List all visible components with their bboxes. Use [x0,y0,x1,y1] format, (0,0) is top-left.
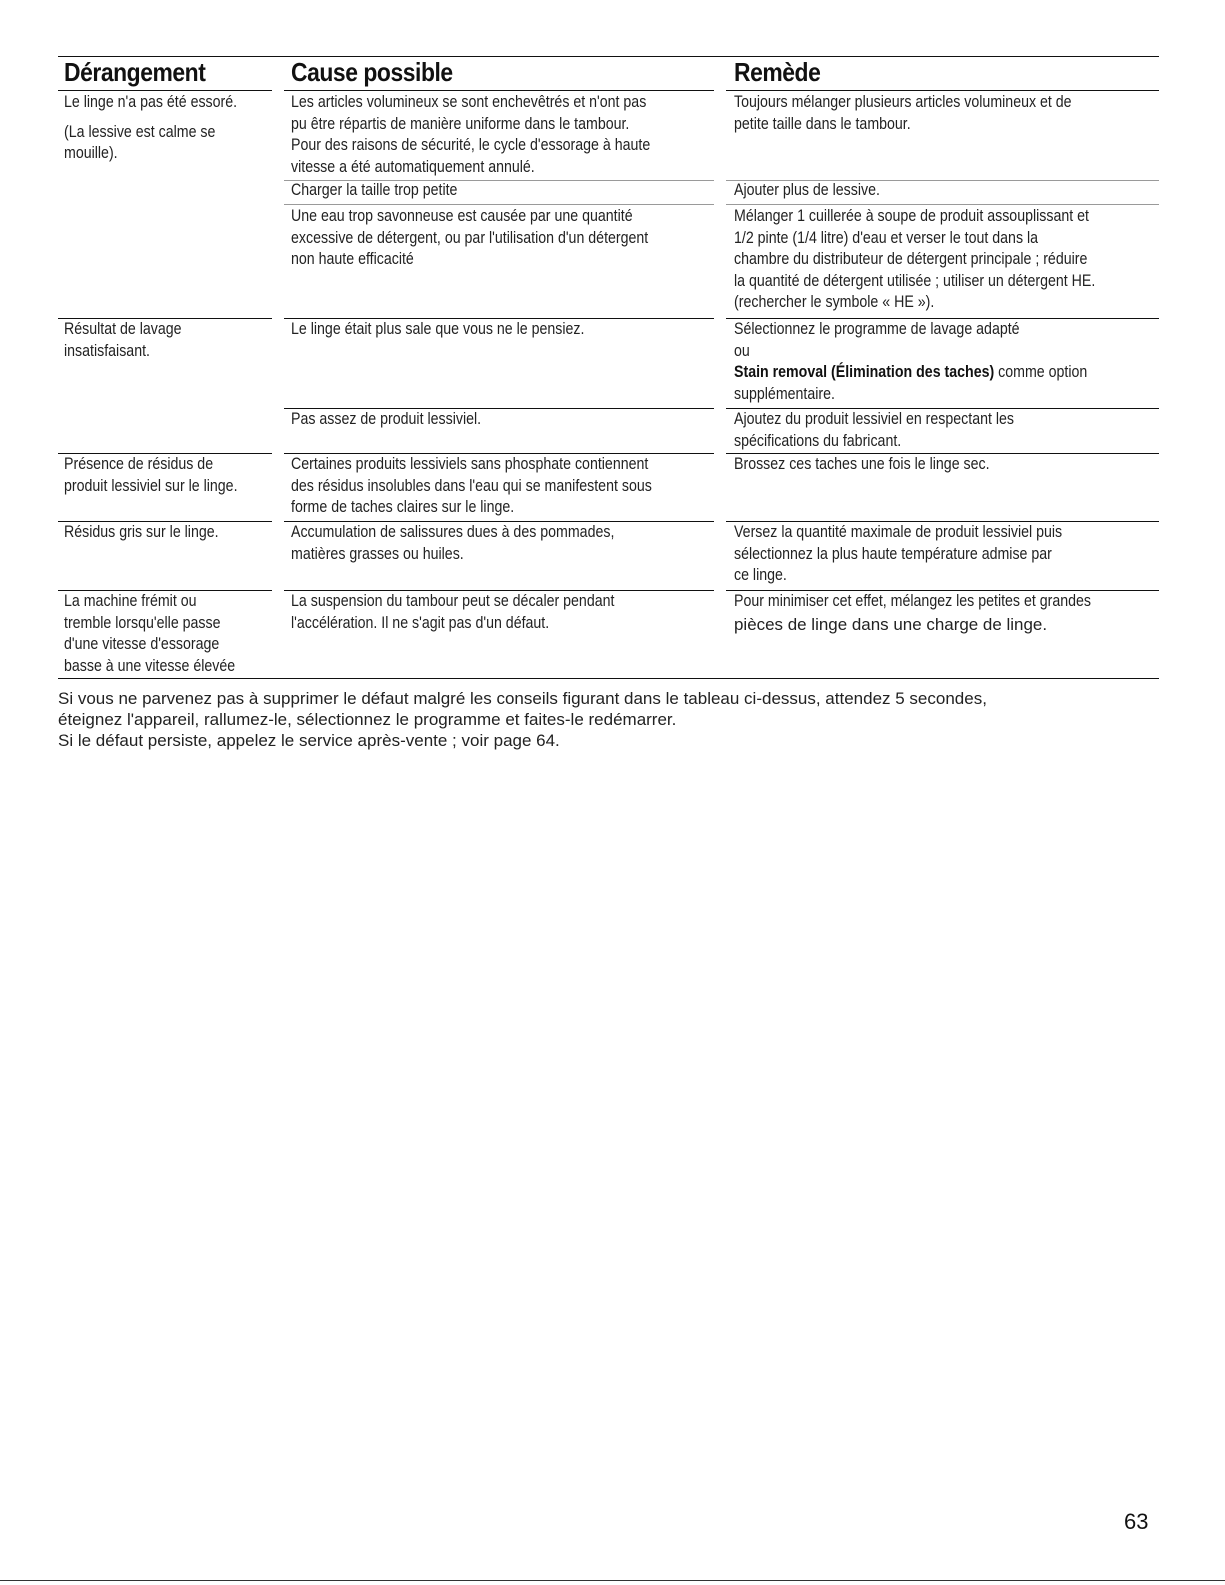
page-bottom-rule [0,1580,1225,1581]
troubleshooting-table [58,56,1159,675]
row-2-cause-1: Le linge était plus sale que vous ne le pensiez. [291,320,585,338]
row-4-cause-1: Accumulation de salissures dues à des pommades, matières grasses ou huiles. [291,523,615,563]
troubleshooting-note [58,688,1158,751]
row-1-cause-1: Les articles volumineux se sont enchevêtrés et n'ont pas pu être répartis de manière uniforme dans le tambour. Pour des raisons de sécurité, le cycle d'essorage à haute vitesse a été automatiquement annulé. [291,93,651,176]
row-5-cause-1: La suspension du tambour peut se décaler pendant l'accélération. Il ne s'agit pas d'un défaut. [291,592,615,632]
rule-problem-header [58,90,272,91]
row-4-problem: Résidus gris sur le linge. [64,523,219,541]
row-1-remedy-3: Mélanger 1 cuillerée à soupe de produit assouplissant et 1/2 pinte (1/4 litre) d'eau et verser le tout dans la chambre du distributeur de détergent principale ; réduire la quantité de détergent utilisée ; utiliser un détergent HE. (rechercher le symbole « HE »). [734,207,1096,311]
table-header [58,56,1159,91]
row-1-remedy-2: Ajouter plus de lessive. [734,181,880,199]
row-2-problem: Résultat de lavage insatisfaisant. [64,320,182,360]
table-bottom-rule [58,678,1159,679]
row-3-remedy-1: Brossez ces taches une fois le linge sec. [734,455,990,473]
header-cause: Cause possible [291,57,453,87]
row-5-problem: La machine frémit ou tremble lorsqu'elle passe d'une vitesse d'essorage basse à une vitesse élevée [64,592,236,675]
rule-row1-e2-cause [284,204,714,205]
row-1-remedy-1: Toujours mélanger plusieurs articles volumineux et de petite taille dans le tambour. [734,93,1072,133]
row-4-remedy-1: Versez la quantité maximale de produit lessiviel puis sélectionnez la plus haute température admise par ce linge. [734,523,1063,584]
row-3-problem: Présence de résidus de produit lessiviel sur le linge. [64,455,238,495]
rule-cause-header [284,90,714,91]
stain-removal-option: Stain removal (Élimination des taches) [734,363,995,381]
rule-row1-e2-remedy [726,204,1159,205]
row-3-cause-1: Certaines produits lessiviels sans phosphate contiennent des résidus insolubles dans l'eau qui se manifestent sous forme de taches claires sur le linge. [291,455,652,516]
note-line-2: éteignez l'appareil, rallumez-le, sélectionnez le programme et faites-le redémarrer. [58,710,677,729]
row-1-problem: Le linge n'a pas été essoré. (La lessive est calme se mouille). [64,93,238,162]
page-number: 63 [1124,1509,1149,1534]
header-problem: Dérangement [64,57,206,87]
row-2-remedy-1: Sélectionnez le programme de lavage adapté ou Stain removal (Élimination des taches) comme option supplémentaire. [734,320,1088,403]
note-line-1: Si vous ne parvenez pas à supprimer le défaut malgré les conseils figurant dans le tableau ci-dessus, attendez 5 secondes, [58,689,987,708]
row-1-cause-2: Charger la taille trop petite [291,181,458,199]
row-5-remedy-1: Pour minimiser cet effet, mélangez les petites et grandes pièces de linge dans une charge de linge. [734,592,1092,634]
header-remedy: Remède [734,57,821,87]
row-2-cause-2: Pas assez de produit lessiviel. [291,410,482,428]
row-2-remedy-2: Ajoutez du produit lessiviel en respectant les spécifications du fabricant. [734,410,1015,450]
row-1-cause-3: Une eau trop savonneuse est causée par une quantité excessive de détergent, ou par l'utilisation d'un détergent non haute efficacité [291,207,649,268]
note-line-3: Si le défaut persiste, appelez le service après-vente ; voir page 64. [58,731,560,750]
rule-remedy-header [726,90,1159,91]
